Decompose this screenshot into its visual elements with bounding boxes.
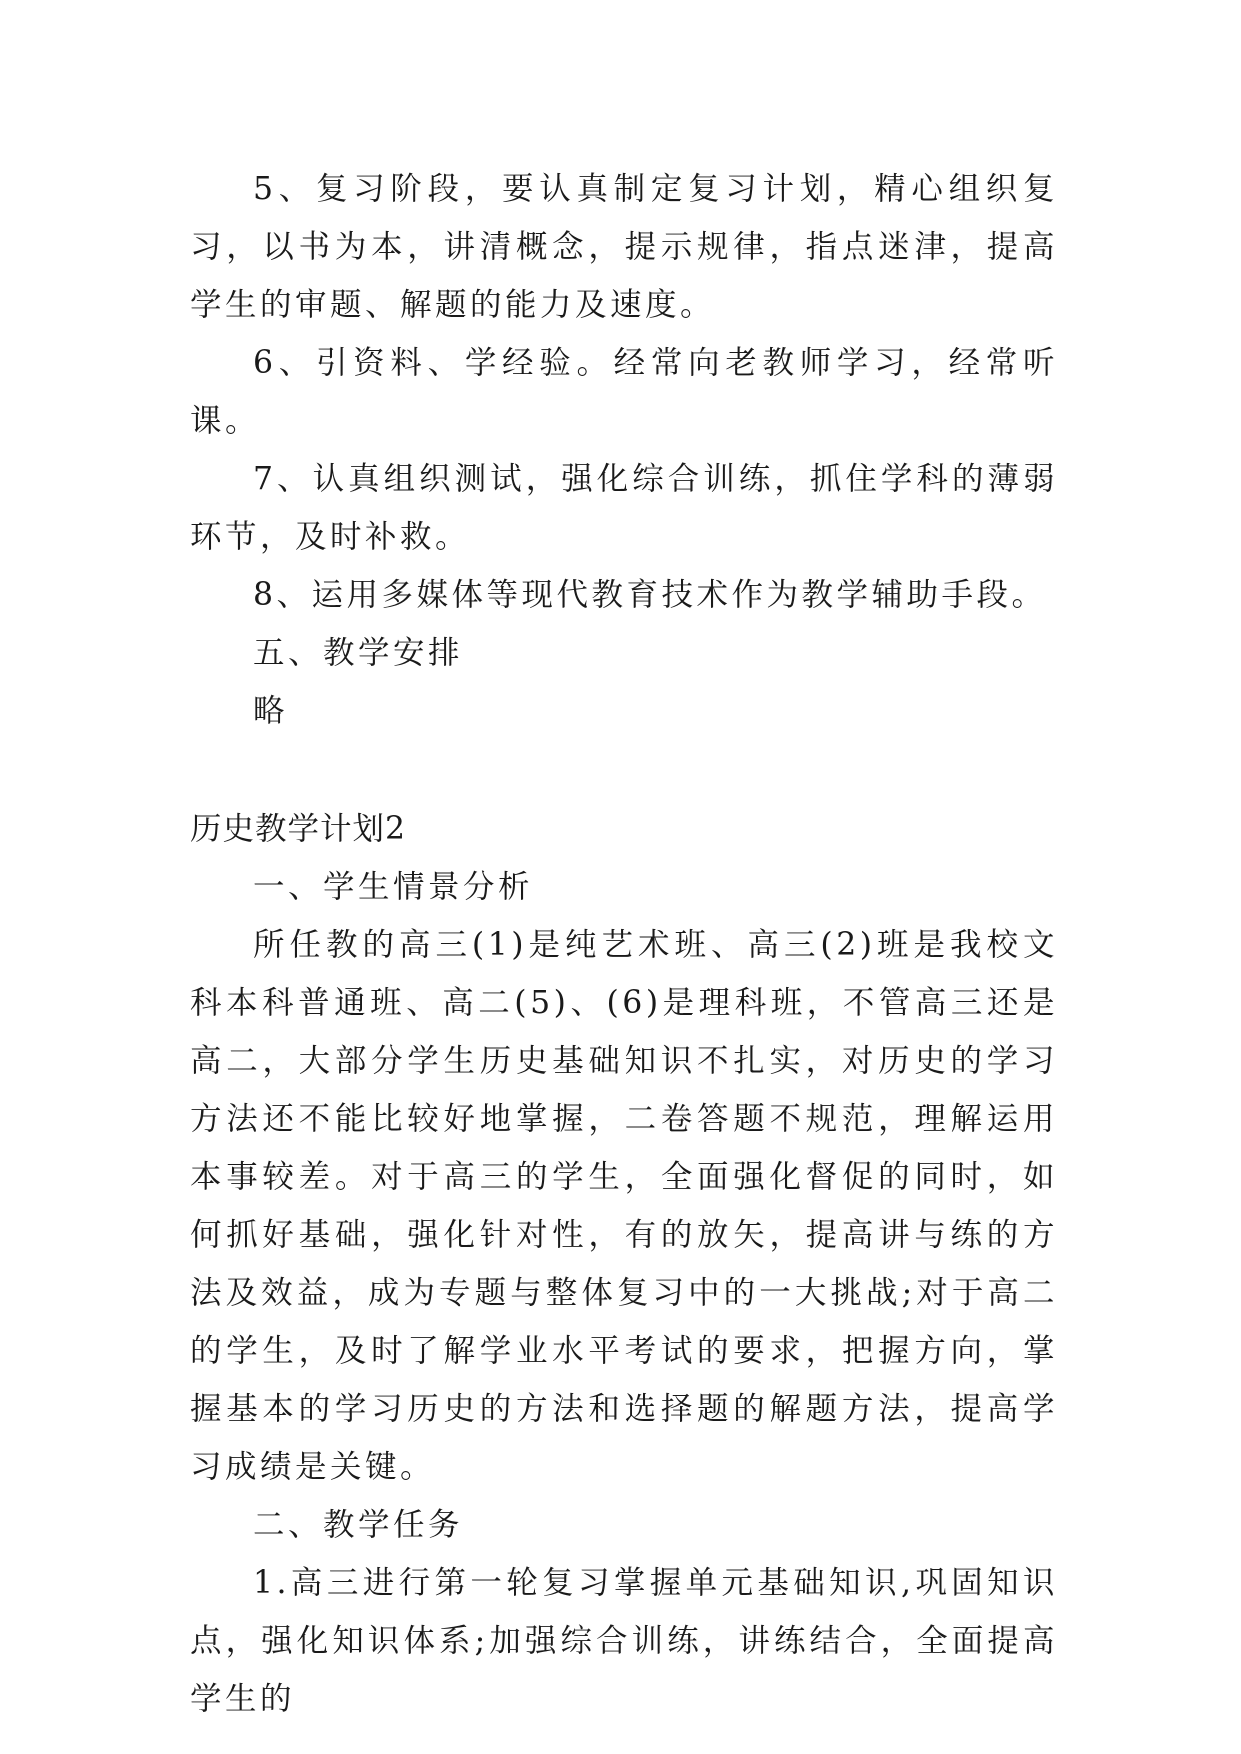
section-gap (190, 740, 1058, 800)
paragraph-item-6: 6、引资料、学经验。经常向老教师学习，经常听课。 (190, 345, 1058, 439)
paragraph-item-8: 8、运用多媒体等现代教育技术作为教学辅助手段。 (253, 577, 1047, 613)
document-page (190, 160, 1058, 1728)
section-body-omitted: 略 (253, 693, 289, 729)
section-heading-teaching-tasks: 二、教学任务 (253, 1507, 464, 1543)
document-title: 历史教学计划2 (190, 811, 407, 847)
paragraph-student-analysis: 所任教的高三(1)是纯艺术班、高三(2)班是我校文科本科普通班、高二(5)、(6)是理科班，不管高三还是高二，大部分学生历史基础知识不扎实，对历史的学习方法还不能比较好地掌握，二卷答题不规范，理解运用本事较差。对于高三的学生，全面强化督促的同时，如何抓好基础，强化针对性，有的放矢，提高讲与练的方法及效益，成为专题与整体复习中的一大挑战;对于高二的学生，及时了解学业水平考试的要求，把握方向，掌握基本的学习历史的方法和选择题的解题方法，提高学习成绩是关键。 (190, 927, 1058, 1485)
paragraph-item-7: 7、认真组织测试，强化综合训练，抓住学科的薄弱环节，及时补救。 (190, 461, 1058, 555)
paragraph-task-1: 1.高三进行第一轮复习掌握单元基础知识,巩固知识点，强化知识体系;加强综合训练，讲练结合，全面提高学生的 (190, 1565, 1058, 1717)
section-heading-teaching-arrangement: 五、教学安排 (253, 635, 464, 671)
paragraph-item-5: 5、复习阶段，要认真制定复习计划，精心组织复习，以书为本，讲清概念，提示规律，指点迷津，提高学生的审题、解题的能力及速度。 (190, 171, 1058, 323)
section-heading-student-analysis: 一、学生情景分析 (253, 869, 534, 905)
